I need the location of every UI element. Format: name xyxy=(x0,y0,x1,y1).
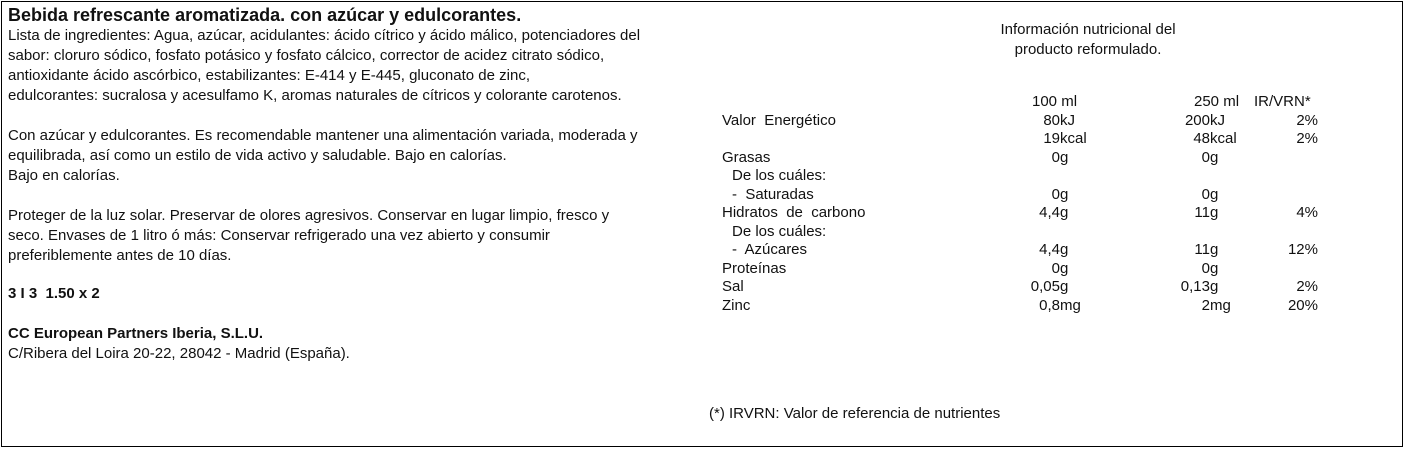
value-per-250ml-unit: kJ xyxy=(1210,111,1225,129)
header-per-100ml: 100 ml xyxy=(1032,93,1078,110)
nutrient-name: De los cuáles: xyxy=(732,167,827,184)
value-per-250ml-unit: kcal xyxy=(1210,130,1237,147)
nutrient-name: Hidratos de carbono xyxy=(722,204,866,221)
value-per-250ml-number: 48 xyxy=(1193,130,1210,147)
dietary-advice xyxy=(8,126,708,166)
value-per-100ml xyxy=(1012,222,1102,242)
value-per-100ml-number: 0 xyxy=(1051,185,1060,203)
value-per-250ml-unit: g xyxy=(1210,204,1219,221)
value-per-250ml xyxy=(1162,240,1252,260)
value-per-250ml-number: 0,13 xyxy=(1180,278,1210,295)
product-title: Bebida refrescante aromatizada. con azúcar y edulcorantes. xyxy=(8,5,522,25)
nutrition-row xyxy=(722,166,1342,185)
storage-line: seco. Envases de 1 litro ó más: Conservar refrigerado una vez abierto y consumir xyxy=(8,227,550,244)
value-per-100ml-unit: g xyxy=(1060,241,1069,258)
nutrient-name: De los cuáles: xyxy=(732,222,827,240)
value-ir-vrn: 20% xyxy=(1287,296,1318,314)
value-per-250ml xyxy=(1162,259,1252,279)
calories-note: Bajo en calorías. xyxy=(8,167,120,184)
ingredients-line: sabor: cloruro sódico, fosfato potásico y fosfato cálcico, corrector de acidez citrato sódico, xyxy=(8,47,605,64)
nutrition-header-row xyxy=(722,92,1342,111)
value-per-100ml-unit: g xyxy=(1060,148,1069,166)
value-per-100ml-unit: mg xyxy=(1060,296,1081,314)
ingredients-list xyxy=(8,26,708,106)
value-per-100ml-number: 0 xyxy=(1051,148,1060,166)
value-per-250ml-number: 0 xyxy=(1201,259,1210,277)
value-per-100ml-unit: kcal xyxy=(1060,130,1087,147)
nutrient-name: - Azúcares xyxy=(732,241,808,258)
ingredients-line: antioxidante ácido ascórbico, estabilizantes: E-414 y E-445, gluconato de zinc, xyxy=(8,67,530,84)
nutrition-table xyxy=(722,92,1342,314)
ingredients-line: edulcorantes: sucralosa y acesulfamo K, aromas naturales de cítricos y colorante carotenos. xyxy=(8,87,622,104)
nutrition-row xyxy=(722,222,1342,241)
value-per-100ml-unit: g xyxy=(1060,204,1069,221)
company-name: CC European Partners Iberia, S.L.U. xyxy=(8,325,264,342)
storage-line: preferiblemente antes de 10 días. xyxy=(8,247,232,264)
nutrient-name: Zinc xyxy=(722,296,751,314)
nutrition-title xyxy=(958,20,1218,60)
value-per-100ml xyxy=(1012,166,1102,186)
nutrition-rows xyxy=(722,111,1342,315)
value-per-250ml-unit: mg xyxy=(1210,296,1231,314)
value-ir-vrn: 4% xyxy=(1296,204,1318,221)
value-per-100ml xyxy=(1012,148,1102,168)
value-per-250ml-unit: g xyxy=(1210,278,1219,295)
value-per-100ml xyxy=(1012,259,1102,279)
value-per-100ml xyxy=(1012,129,1102,149)
nutrition-row xyxy=(722,203,1342,222)
nutrient-name: Grasas xyxy=(722,148,771,166)
storage-line: Proteger de la luz solar. Preservar de olores agresivos. Conservar en lugar limpio, fresco y xyxy=(8,207,610,224)
dietary-line: Con azúcar y edulcorantes. Es recomendable mantener una alimentación variada, moderada y xyxy=(8,127,638,144)
company-address: C/Ribera del Loira 20-22, 28042 - Madrid (España). xyxy=(8,345,350,362)
label-left-column xyxy=(8,4,708,364)
header-ir-vrn: IR/VRN* xyxy=(1254,93,1311,110)
nutrient-name: Sal xyxy=(722,278,744,295)
value-per-250ml-unit: g xyxy=(1210,185,1219,203)
value-per-100ml xyxy=(1012,203,1102,223)
value-per-100ml xyxy=(1012,185,1102,205)
nutrition-row xyxy=(722,111,1342,130)
nutrition-row xyxy=(722,185,1342,204)
value-ir-vrn: 2% xyxy=(1296,130,1318,147)
value-ir-vrn: 2% xyxy=(1296,278,1318,295)
value-per-250ml xyxy=(1162,296,1252,316)
value-per-100ml-unit: g xyxy=(1060,259,1069,277)
value-per-250ml xyxy=(1162,222,1252,242)
nutrition-footnote: (*) IRVRN: Valor de referencia de nutrientes xyxy=(709,405,1001,422)
value-per-250ml-number: 2 xyxy=(1201,296,1210,314)
value-per-250ml-number: 0 xyxy=(1201,185,1210,203)
value-per-250ml-number: 0 xyxy=(1201,148,1210,166)
value-per-100ml-unit: g xyxy=(1060,185,1069,203)
storage-instructions xyxy=(8,206,708,266)
value-per-100ml-number: 0 xyxy=(1051,259,1060,277)
value-per-250ml xyxy=(1162,185,1252,205)
value-ir-vrn: 12% xyxy=(1287,241,1318,258)
nutrition-row xyxy=(722,277,1342,296)
nutrition-row xyxy=(722,296,1342,315)
value-per-250ml-unit: g xyxy=(1210,259,1219,277)
nutrition-row xyxy=(722,129,1342,148)
ingredients-line: Lista de ingredientes: Agua, azúcar, acidulantes: ácido cítrico y ácido málico, potenciadores del xyxy=(8,27,641,44)
value-per-100ml xyxy=(1012,296,1102,316)
value-per-100ml-unit: kJ xyxy=(1060,111,1075,129)
value-ir-vrn: 2% xyxy=(1296,111,1318,129)
value-per-100ml-number: 4,4 xyxy=(1039,204,1060,221)
value-per-100ml xyxy=(1012,111,1102,131)
product-code: 3 I 3 1.50 x 2 xyxy=(8,285,100,302)
value-per-250ml xyxy=(1162,148,1252,168)
value-per-100ml-number: 80 xyxy=(1043,111,1060,129)
value-per-100ml-number: 0,05 xyxy=(1030,278,1060,295)
value-per-250ml-unit: g xyxy=(1210,241,1219,258)
value-per-100ml-unit: g xyxy=(1060,278,1069,295)
nutrient-name: - Saturadas xyxy=(732,185,814,203)
nutrition-title-line: Información nutricional del xyxy=(1000,21,1176,38)
nutrition-row xyxy=(722,259,1342,278)
header-per-250ml: 250 ml xyxy=(1194,93,1240,110)
value-per-100ml xyxy=(1012,240,1102,260)
value-per-100ml-number: 4,4 xyxy=(1039,241,1060,258)
value-per-100ml xyxy=(1012,277,1102,297)
value-per-100ml-number: 0,8 xyxy=(1039,296,1060,314)
nutrient-name: Proteínas xyxy=(722,259,787,277)
nutrition-row xyxy=(722,148,1342,167)
value-per-250ml-number: 200 xyxy=(1184,111,1210,129)
dietary-line: equilibrada, así como un estilo de vida activo y saludable. Bajo en calorías. xyxy=(8,147,507,164)
nutrition-row xyxy=(722,240,1342,259)
nutrition-title-line: producto reformulado. xyxy=(1014,41,1162,58)
value-per-250ml xyxy=(1162,203,1252,223)
nutrient-name: Valor Energético xyxy=(722,111,836,129)
value-per-250ml xyxy=(1162,166,1252,186)
value-per-250ml-number: 11 xyxy=(1194,204,1210,221)
value-per-250ml-number: 11 xyxy=(1194,241,1210,258)
value-per-250ml xyxy=(1162,111,1252,131)
value-per-250ml xyxy=(1162,277,1252,297)
value-per-250ml xyxy=(1162,129,1252,149)
value-per-100ml-number: 19 xyxy=(1043,130,1060,147)
value-per-250ml-unit: g xyxy=(1210,148,1219,166)
